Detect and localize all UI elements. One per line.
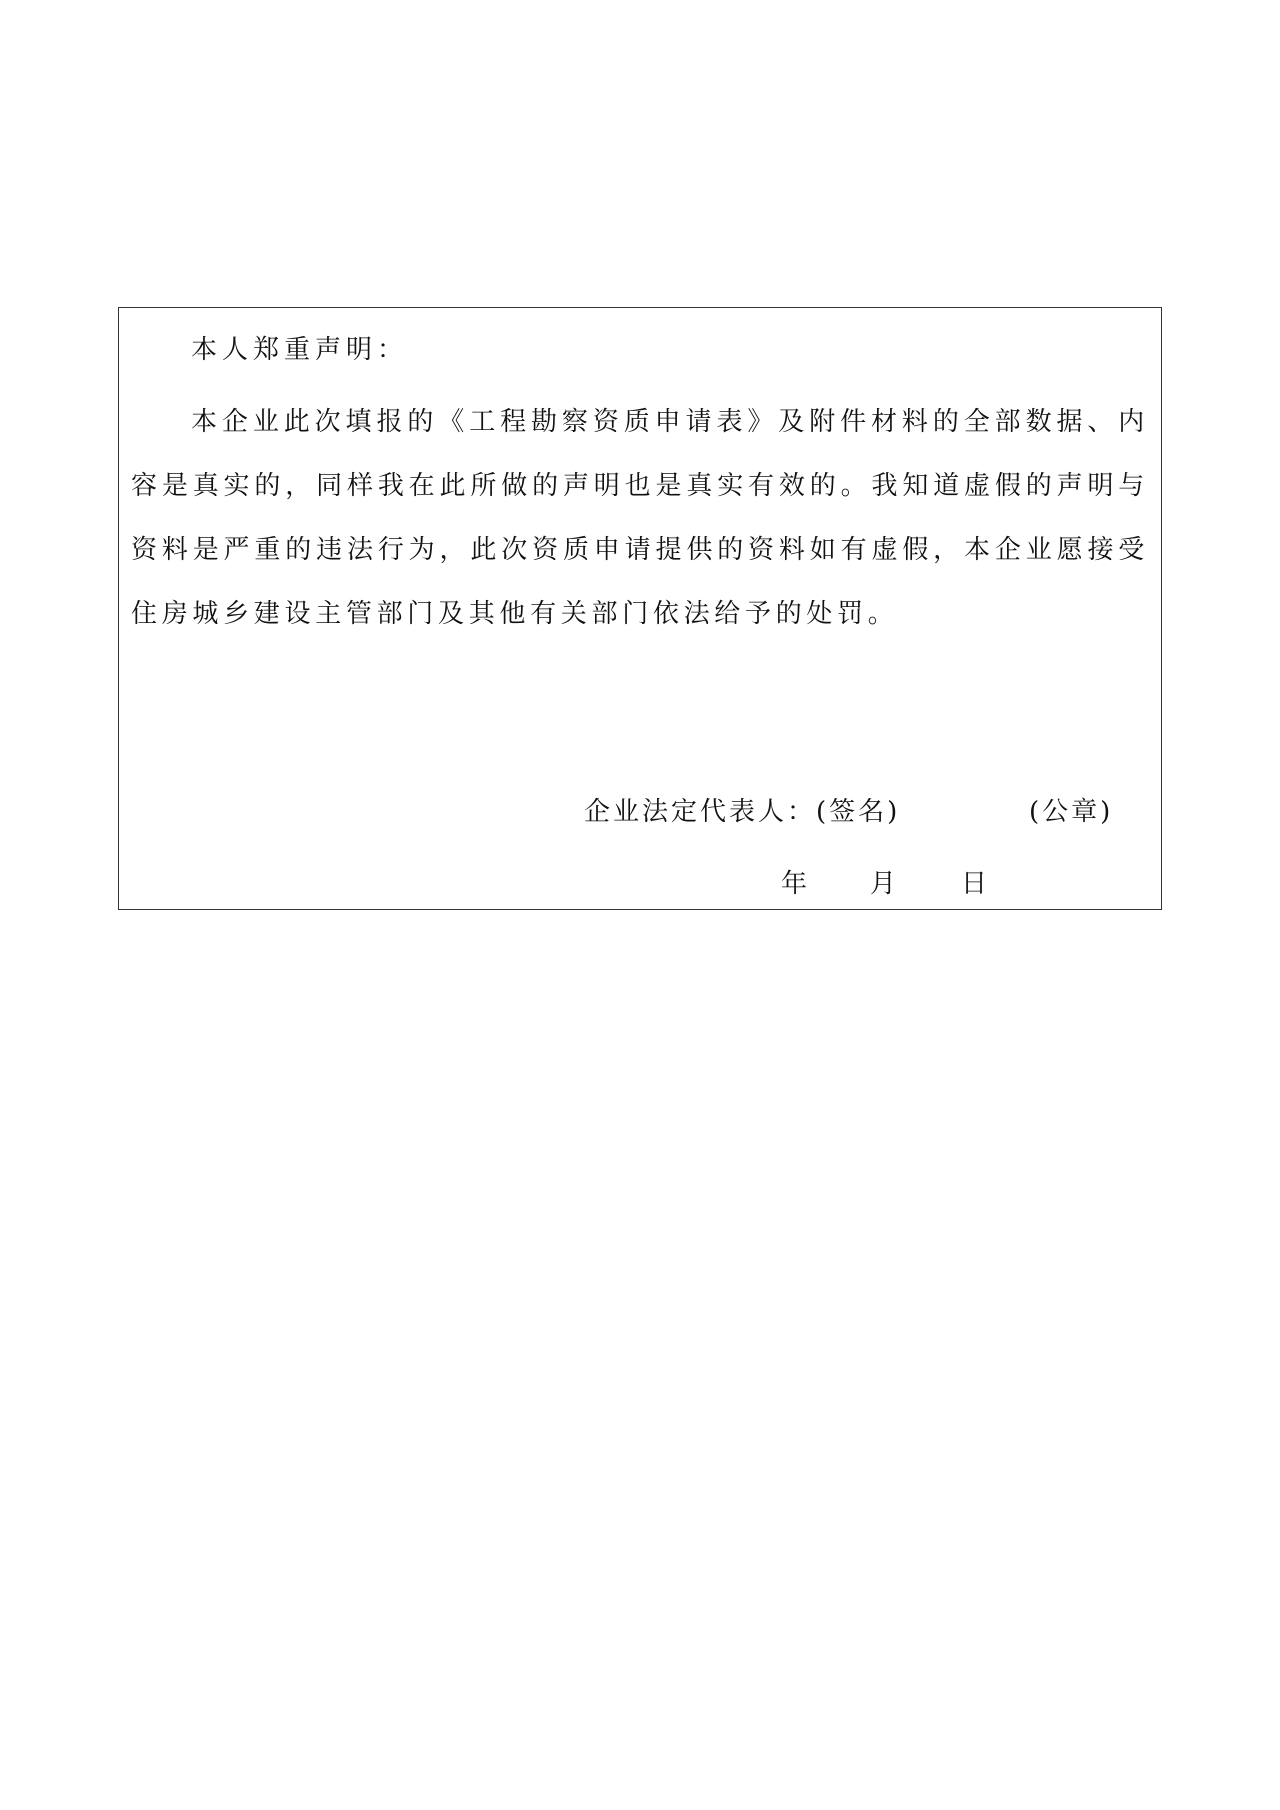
date-day-label: 日 — [961, 869, 988, 899]
declaration-box — [118, 307, 1162, 910]
date-year-label: 年 — [781, 869, 808, 899]
declaration-heading: 本人郑重声明： — [191, 335, 409, 365]
date-month-label: 月 — [870, 869, 897, 899]
seal-label: (公章) — [1029, 797, 1114, 827]
signature-line — [584, 792, 1144, 832]
signature-label: 企业法定代表人：(签名) — [584, 797, 901, 827]
declaration-body: 本企业此次填报的《工程勘察资质申请表》及附件材料的全部数据、内容是真实的，同样我在此所做的声明也是真实有效的。我知道虚假的声明与资料是严重的违法行为，此次资质申请提供的资料如有虚假，本企业愿接受住房城乡建设主管部门及其他有关部门依法给予的处罚。 — [131, 407, 1149, 629]
